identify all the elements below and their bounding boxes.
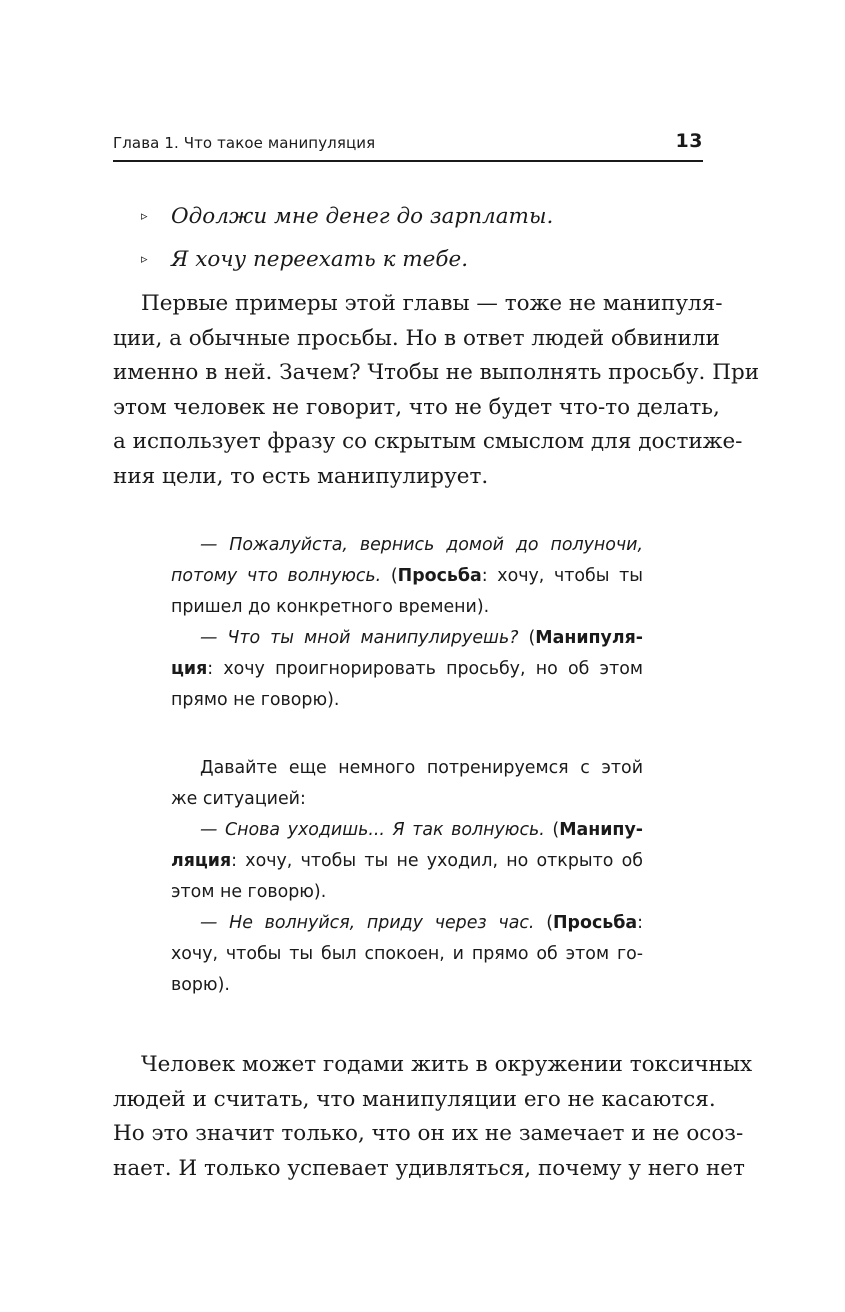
dialogue-phrase: потому что волнуюсь. (171, 566, 382, 586)
example-block-1 (171, 530, 643, 716)
example-line: хочу, чтобы ты был спокоен, и прямо об этом го- (171, 944, 643, 964)
example-line (171, 530, 643, 561)
explanation-text: : хочу, чтобы ты не уходил, но открыто об (231, 851, 643, 871)
example-line (171, 846, 643, 877)
term-label: Манипу- (559, 820, 643, 840)
dialogue-phrase: — Не волнуйся, приду через час. (200, 913, 535, 933)
example-line: пришел до конкретного времени). (171, 597, 490, 617)
explanation-text: : хочу проигнорировать просьбу, но об этом (207, 659, 643, 679)
dialogue-phrase: — Снова уходишь... Я так волнуюсь. (200, 820, 545, 840)
explanation-text: : (637, 913, 643, 933)
explanation-text: : хочу, чтобы ты (481, 566, 643, 586)
paren: ( (381, 566, 398, 586)
triangle-bullet-icon: ▹ (141, 209, 148, 224)
paragraph-2 (113, 1048, 753, 1186)
triangle-bullet-icon: ▹ (141, 252, 148, 267)
paragraph-line: Первые примеры этой главы — тоже не манипуля- (141, 291, 723, 316)
dialogue-phrase: — Что ты мной манипулируешь? (200, 628, 519, 648)
example-line (171, 561, 643, 592)
bullet-text: Одолжи мне денег до зарплаты. (171, 204, 554, 229)
example-line: же ситуацией: (171, 789, 306, 809)
term-label: ляция (171, 851, 232, 871)
paren: ( (544, 820, 560, 840)
running-header (113, 128, 703, 162)
paren: ( (534, 913, 553, 933)
paragraph-line: ния цели, то есть манипулирует. (113, 463, 489, 489)
term-label: Просьба (553, 913, 638, 933)
bullet-text: Я хочу переехать к тебе. (171, 247, 469, 272)
example-line: Давайте еще немного потренируемся с этой (200, 758, 643, 778)
example-line: прямо не говорю). (171, 690, 340, 710)
paragraph-line: людей и считать, что манипуляции его не касаются. (113, 1086, 716, 1112)
example-line (171, 654, 643, 685)
term-label: Просьба (397, 566, 482, 586)
paren: ( (518, 628, 536, 648)
paragraph-line: именно в ней. Зачем? Чтобы не выполнять просьбу. При (113, 360, 760, 385)
example-line (171, 623, 643, 654)
example-line (171, 815, 643, 846)
paragraph-line: ции, а обычные просьбы. Но в ответ людей обвинили (113, 325, 720, 351)
example-line: этом не говорю). (171, 882, 327, 902)
term-label: Манипуля- (535, 628, 643, 648)
term-label: ция (171, 659, 208, 679)
paragraph-line: нает. И только успевает удивляться, почему у него нет (113, 1155, 745, 1181)
paragraph-line: этом человек не говорит, что не будет что-то делать, (113, 394, 720, 420)
paragraph-line: Но это значит только, что он их не замечает и не осоз- (113, 1121, 744, 1146)
example-block-2 (171, 753, 643, 1001)
paragraph-1 (113, 287, 760, 494)
example-line: ворю). (171, 975, 230, 995)
paragraph-line: Человек может годами жить в окружении токсичных (141, 1052, 753, 1077)
dialogue-phrase: — Пожалуйста, вернись домой до полуночи, (200, 535, 643, 555)
page-number: 13 (675, 130, 703, 152)
example-line (171, 908, 643, 939)
chapter-title: Глава 1. Что такое манипуляция (113, 134, 376, 152)
paragraph-line: а использует фразу со скрытым смыслом для достиже- (113, 429, 743, 454)
